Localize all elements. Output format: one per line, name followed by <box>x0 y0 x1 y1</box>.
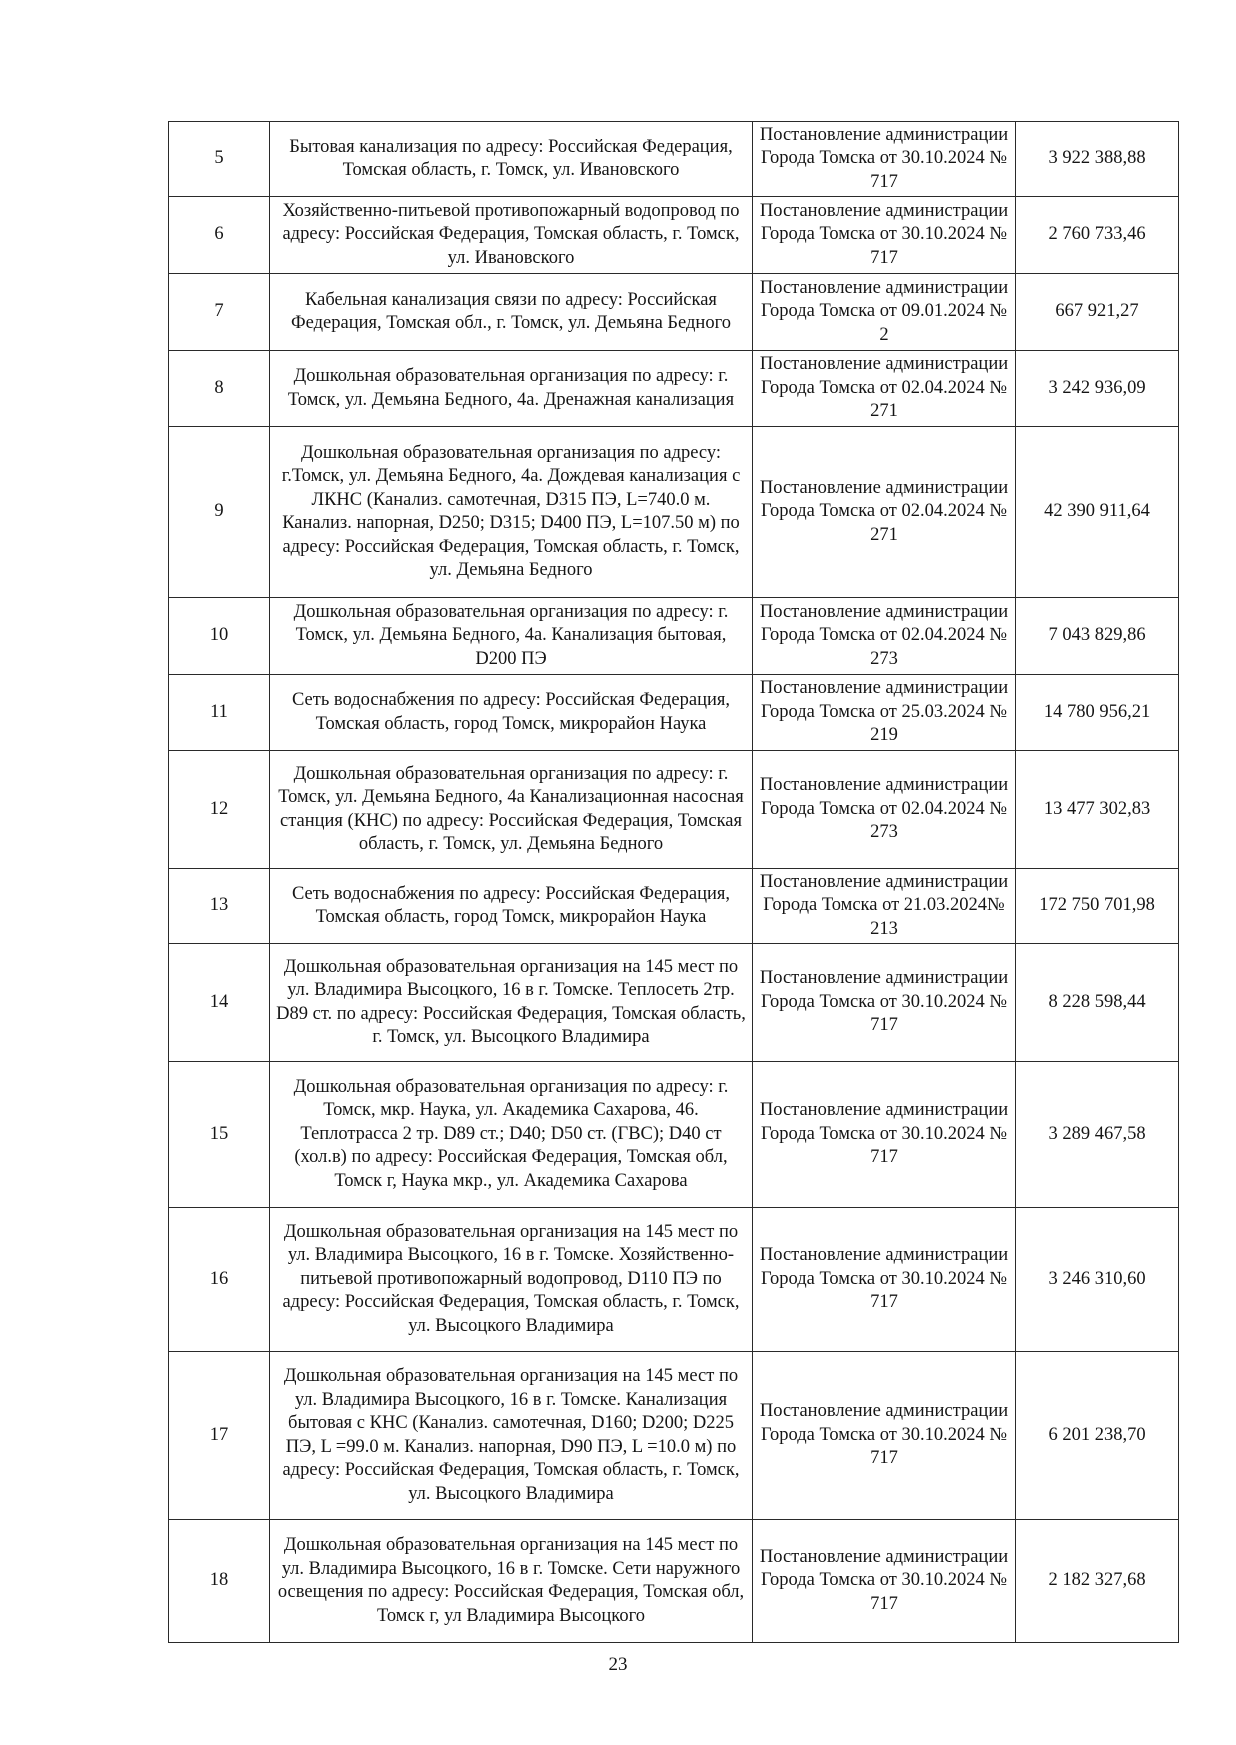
table-row <box>169 869 1179 944</box>
row-number: 18 <box>169 1520 270 1643</box>
legal-act: Постановление администрации Города Томска от 02.04.2024 № 271 <box>753 351 1016 427</box>
row-number: 9 <box>169 427 270 598</box>
table-row <box>169 751 1179 869</box>
legal-act: Постановление администрации Города Томска от 02.04.2024 № 273 <box>753 751 1016 869</box>
object-description: Дошкольная образовательная организация на 145 мест по ул. Владимира Высоцкого, 16 в г. Томске. Хозяйственно-питьевой противопожарный водопровод, D110 ПЭ по адресу: Российская Федерация, Томская область, г. Томск, ул. Высоцкого Владимира <box>270 1208 753 1352</box>
legal-act: Постановление администрации Города Томска от 30.10.2024 № 717 <box>753 944 1016 1062</box>
table-row <box>169 122 1179 197</box>
table-row <box>169 274 1179 351</box>
object-description: Сеть водоснабжения по адресу: Российская Федерация, Томская область, город Томск, микрорайон Наука <box>270 869 753 944</box>
amount: 42 390 911,64 <box>1016 427 1179 598</box>
amount: 14 780 956,21 <box>1016 675 1179 751</box>
row-number: 10 <box>169 598 270 675</box>
legal-act: Постановление администрации Города Томска от 02.04.2024 № 273 <box>753 598 1016 675</box>
legal-act: Постановление администрации Города Томска от 21.03.2024№ 213 <box>753 869 1016 944</box>
object-description: Дошкольная образовательная организация на 145 мест по ул. Владимира Высоцкого, 16 в г. Томске. Канализация бытовая с КНС (Канализ. самотечная, D160; D200; D225 ПЭ, L =99.0 м. Канализ. напорная, D90 ПЭ, L =10.0 м) по адресу: Российская Федерация, Томская область, г. Томск, ул. Высоцкого Владимира <box>270 1352 753 1520</box>
row-number: 12 <box>169 751 270 869</box>
row-number: 7 <box>169 274 270 351</box>
legal-act: Постановление администрации Города Томска от 30.10.2024 № 717 <box>753 1352 1016 1520</box>
amount: 2 182 327,68 <box>1016 1520 1179 1643</box>
table-row <box>169 598 1179 675</box>
table-row <box>169 675 1179 751</box>
object-description: Дошкольная образовательная организация по адресу: г. Томск, мкр. Наука, ул. Академика Сахарова, 46. Теплотрасса 2 тр. D89 ст.; D40; D50 ст. (ГВС); D40 ст (хол.в) по адресу: Российская Федерация, Томская обл, Томск г, Наука мкр., ул. Академика Сахарова <box>270 1062 753 1208</box>
table-row <box>169 427 1179 598</box>
row-number: 16 <box>169 1208 270 1352</box>
amount: 3 289 467,58 <box>1016 1062 1179 1208</box>
table-row <box>169 1062 1179 1208</box>
row-number: 17 <box>169 1352 270 1520</box>
legal-act: Постановление администрации Города Томска от 30.10.2024 № 717 <box>753 1520 1016 1643</box>
legal-act: Постановление администрации Города Томска от 09.01.2024 № 2 <box>753 274 1016 351</box>
table-row <box>169 351 1179 427</box>
legal-act: Постановление администрации Города Томска от 02.04.2024 № 271 <box>753 427 1016 598</box>
row-number: 8 <box>169 351 270 427</box>
object-description: Дошкольная образовательная организация на 145 мест по ул. Владимира Высоцкого, 16 в г. Томске. Сети наружного освещения по адресу: Российская Федерация, Томская обл, Томск г, ул Владимира Высоцкого <box>270 1520 753 1643</box>
row-number: 6 <box>169 197 270 274</box>
object-description: Дошкольная образовательная организация по адресу: г. Томск, ул. Демьяна Бедного, 4а. Канализация бытовая, D200 ПЭ <box>270 598 753 675</box>
legal-act: Постановление администрации Города Томска от 30.10.2024 № 717 <box>753 1062 1016 1208</box>
amount: 13 477 302,83 <box>1016 751 1179 869</box>
object-description: Дошкольная образовательная организация по адресу: г. Томск, ул. Демьяна Бедного, 4а Канализационная насосная станция (КНС) по адресу: Российская Федерация, Томская область, г. Томск, ул. Демьяна Бедного <box>270 751 753 869</box>
object-description: Сеть водоснабжения по адресу: Российская Федерация, Томская область, город Томск, микрорайон Наука <box>270 675 753 751</box>
object-description: Дошкольная образовательная организация на 145 мест по ул. Владимира Высоцкого, 16 в г. Томске. Теплосеть 2тр. D89 ст. по адресу: Российская Федерация, Томская область, г. Томск, ул. Высоцкого Владимира <box>270 944 753 1062</box>
row-number: 15 <box>169 1062 270 1208</box>
object-description: Хозяйственно-питьевой противопожарный водопровод по адресу: Российская Федерация, Томская область, г. Томск, ул. Ивановского <box>270 197 753 274</box>
amount: 3 242 936,09 <box>1016 351 1179 427</box>
amount: 172 750 701,98 <box>1016 869 1179 944</box>
table-row <box>169 1352 1179 1520</box>
page-number: 23 <box>608 1654 628 1675</box>
amount: 6 201 238,70 <box>1016 1352 1179 1520</box>
amount: 2 760 733,46 <box>1016 197 1179 274</box>
assets-table <box>168 121 1179 1643</box>
row-number: 5 <box>169 122 270 197</box>
object-description: Дошкольная образовательная организация по адресу: г. Томск, ул. Демьяна Бедного, 4а. Дренажная канализация <box>270 351 753 427</box>
legal-act: Постановление администрации Города Томска от 25.03.2024 № 219 <box>753 675 1016 751</box>
row-number: 13 <box>169 869 270 944</box>
amount: 667 921,27 <box>1016 274 1179 351</box>
object-description: Дошкольная образовательная организация по адресу: г.Томск, ул. Демьяна Бедного, 4а. Дождевая канализация с ЛКНС (Канализ. самотечная, D315 ПЭ, L=740.0 м. Канализ. напорная, D250; D315; D400 ПЭ, L=107.50 м) по адресу: Российская Федерация, Томская область, г. Томск, ул. Демьяна Бедного <box>270 427 753 598</box>
row-number: 14 <box>169 944 270 1062</box>
object-description: Бытовая канализация по адресу: Российская Федерация, Томская область, г. Томск, ул. Ивановского <box>270 122 753 197</box>
amount: 7 043 829,86 <box>1016 598 1179 675</box>
amount: 3 246 310,60 <box>1016 1208 1179 1352</box>
table-row <box>169 1208 1179 1352</box>
row-number: 11 <box>169 675 270 751</box>
table-row <box>169 1520 1179 1643</box>
table-row <box>169 944 1179 1062</box>
amount: 3 922 388,88 <box>1016 122 1179 197</box>
legal-act: Постановление администрации Города Томска от 30.10.2024 № 717 <box>753 122 1016 197</box>
legal-act: Постановление администрации Города Томска от 30.10.2024 № 717 <box>753 197 1016 274</box>
table-row <box>169 197 1179 274</box>
object-description: Кабельная канализация связи по адресу: Российская Федерация, Томская обл., г. Томск, ул. Демьяна Бедного <box>270 274 753 351</box>
legal-act: Постановление администрации Города Томска от 30.10.2024 № 717 <box>753 1208 1016 1352</box>
amount: 8 228 598,44 <box>1016 944 1179 1062</box>
